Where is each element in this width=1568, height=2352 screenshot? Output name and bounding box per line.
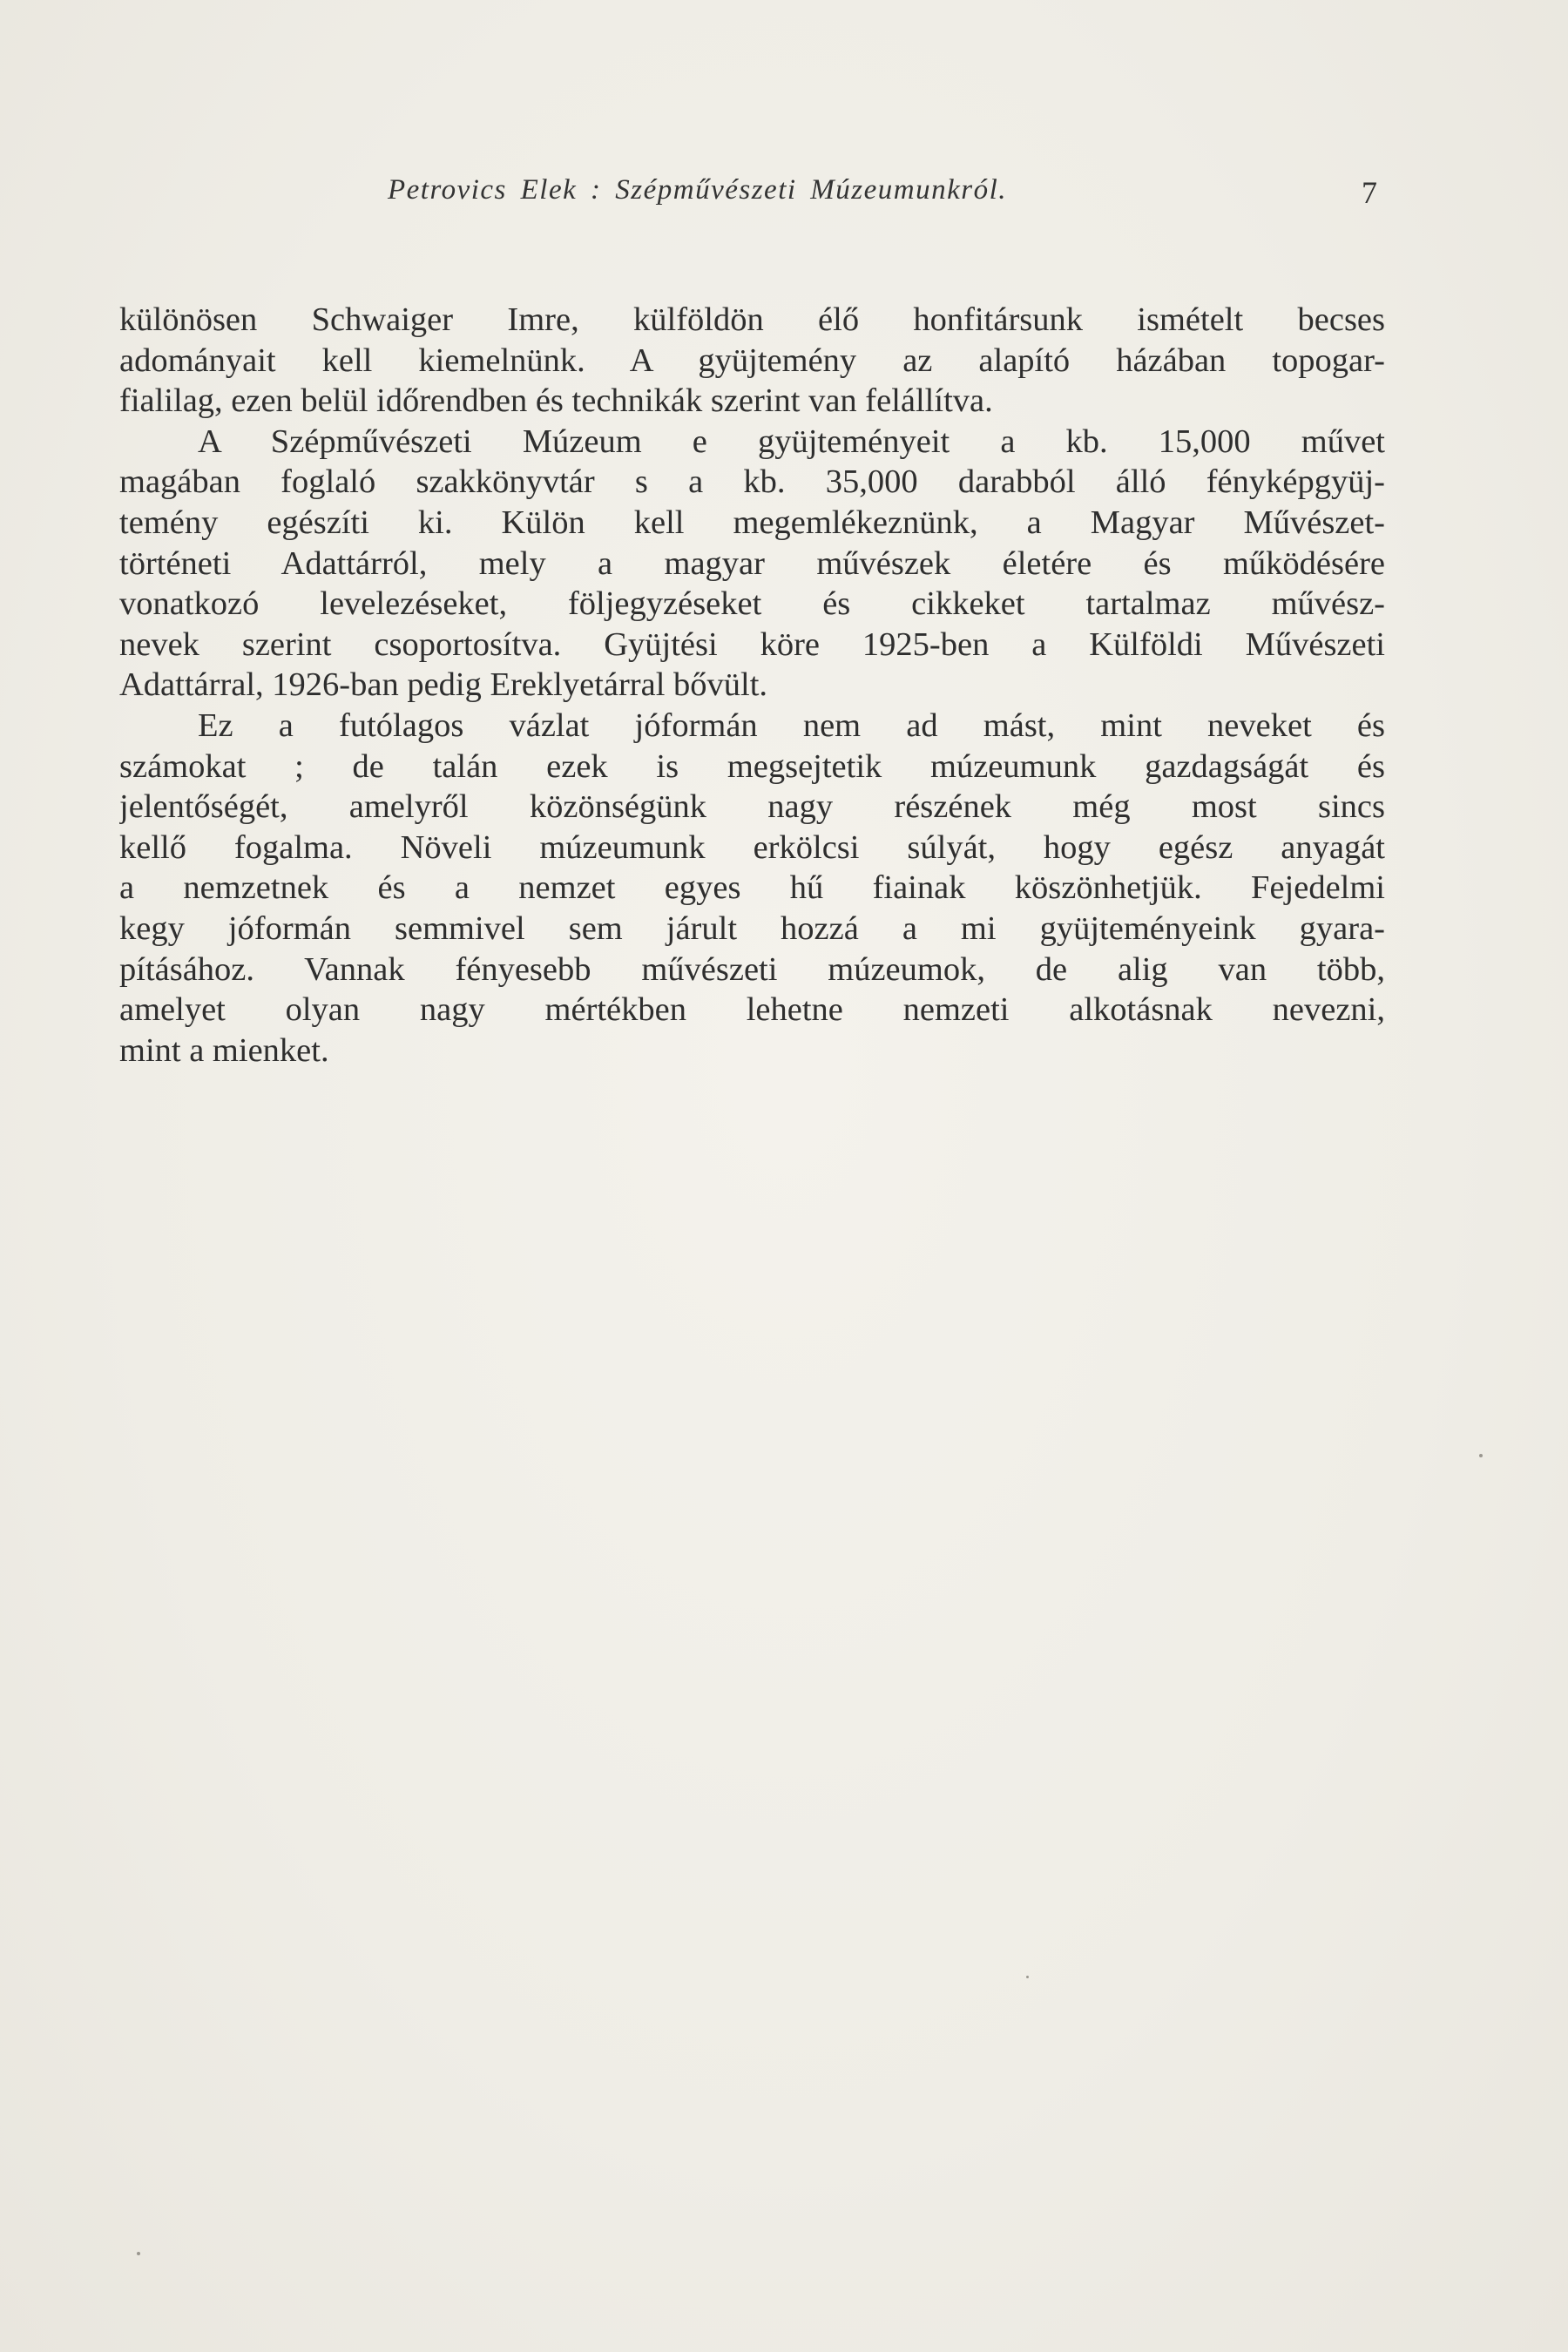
text-line: A Szépművészeti Múzeum e gyüjteményeit a kb. 15,000 művet — [198, 422, 1385, 460]
text-line: számokat ; de talán ezek is megsejtetik múzeumunk gazdagságát és — [119, 747, 1385, 785]
text-line: mint a mienket. — [119, 1031, 329, 1069]
paper-speck — [1479, 1454, 1483, 1457]
text-line: fialilag, ezen belül időrendben és technikák szerint van felállítva. — [119, 382, 993, 420]
paper-speck — [137, 2252, 140, 2255]
text-line: Ez a futólagos vázlat jóformán nem ad mást, mint neveket és — [198, 706, 1385, 744]
text-line: vonatkozó levelezéseket, följegyzéseket és cikkeket tartalmaz művész- — [119, 585, 1385, 623]
text-line: adományait kell kiemelnünk. A gyüjtemény az alapító házában topogar- — [119, 341, 1385, 379]
body-text — [119, 300, 1385, 1071]
text-line: Adattárral, 1926-ban pedig Ereklyetárral bővült. — [119, 666, 768, 704]
text-line: kellő fogalma. Növeli múzeumunk erkölcsi súlyát, hogy egész anyagát — [119, 828, 1385, 866]
text-line: jelentőségét, amelyről közönségünk nagy részének még most sincs — [119, 788, 1385, 826]
page-number: 7 — [1362, 175, 1377, 210]
text-line: pításához. Vannak fényesebb művészeti múzeumok, de alig van több, — [119, 950, 1385, 988]
text-line: nevek szerint csoportosítva. Gyüjtési köre 1925-ben a Külföldi Művészeti — [119, 625, 1385, 663]
running-title: Petrovics Elek : Szépművészeti Múzeumunkról. — [388, 174, 1008, 206]
text-line: különösen Schwaiger Imre, külföldön élő honfitársunk ismételt becses — [119, 301, 1385, 338]
text-line: amelyet olyan nagy mértékben lehetne nemzeti alkotásnak nevezni, — [119, 991, 1385, 1029]
running-head — [0, 174, 1568, 226]
text-line: magában foglaló szakkönyvtár s a kb. 35,000 darabból álló fényképgyüj- — [119, 463, 1385, 501]
text-line: kegy jóformán semmivel sem járult hozzá a mi gyüjteményeink gyara- — [119, 909, 1385, 947]
text-line: történeti Adattárról, mely a magyar művészek életére és működésére — [119, 544, 1385, 582]
text-line: temény egészíti ki. Külön kell megemlékeznünk, a Magyar Művészet- — [119, 504, 1385, 541]
text-line: a nemzetnek és a nemzet egyes hű fiainak köszönhetjük. Fejedelmi — [119, 869, 1385, 907]
paper-speck — [1026, 1976, 1029, 1978]
